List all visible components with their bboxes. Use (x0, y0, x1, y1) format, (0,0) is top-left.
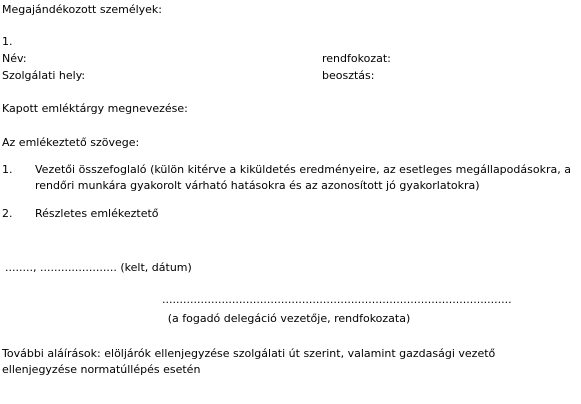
person-number: 1. (2, 35, 13, 48)
place-date-line: ........, ...................... (kelt, dátum) (5, 261, 192, 274)
gift-name-label: Kapott emléktárgy megnevezése: (2, 102, 188, 115)
memo-item-1-number: 1. (2, 163, 13, 176)
gifted-persons-heading: Megajándékozott személyek: (2, 3, 162, 16)
memo-item-2-number: 2. (2, 207, 13, 220)
rank-label: rendfokozat: (322, 52, 391, 65)
signature-caption: (a fogadó delegáció vezetője, rendfokozata) (167, 312, 411, 325)
memo-text-heading: Az emlékeztető szövege: (2, 136, 140, 149)
signature-line: .................................................................................................... (162, 293, 512, 306)
position-label: beosztás: (322, 69, 375, 82)
name-label: Név: (2, 52, 27, 65)
memo-item-2-text: Részletes emlékeztető (35, 207, 159, 220)
further-signatures: További aláírások: elöljárók ellenjegyzése szolgálati út szerint, valamint gazdasági vezető ellenjegyzése normatúllépés esetén (2, 347, 496, 376)
duty-place-label: Szolgálati hely: (2, 69, 86, 82)
memo-item-1-text: Vezetői összefoglaló (külön kitérve a kiküldetés eredményeire, az esetleges megállapodásokra, a rendőri munkára gyakorolt várható hatásokra és az azonosított jó gyakorlatokra) (35, 163, 571, 192)
